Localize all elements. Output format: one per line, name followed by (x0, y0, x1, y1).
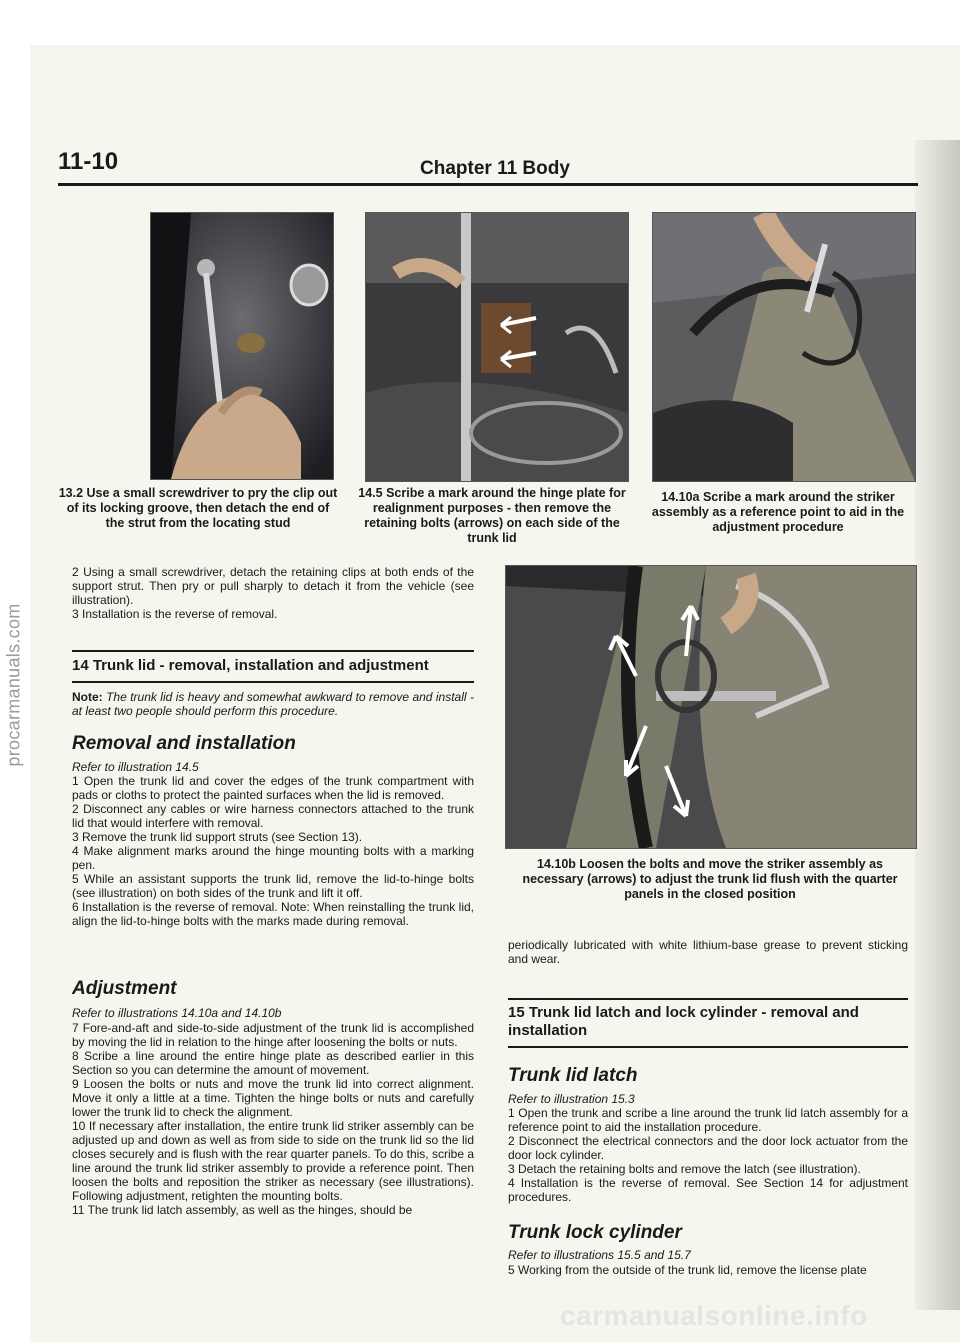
removal-heading: Removal and installation (72, 733, 296, 754)
step-2b: 2 Disconnect any cables or wire harness connectors attached to the trunk lid that would interfere with removal. (72, 802, 474, 830)
latch-step-4: 4 Installation is the reverse of removal. See Section 14 for adjustment procedures. (508, 1176, 908, 1204)
step-5: 5 While an assistant supports the trunk lid, remove the lid-to-hinge bolts (see illustration) on both sides of the trunk and lift it off. (72, 872, 474, 900)
left-column-top (72, 565, 474, 621)
photo-14-10b (505, 565, 917, 849)
latch-heading: Trunk lid latch (508, 1065, 638, 1086)
caption-14-5: 14.5 Scribe a mark around the hinge plate for realignment purposes - then remove the retaining bolts (arrows) on each side of the trunk lid (358, 486, 626, 545)
adjustment-reference: Refer to illustrations 14.10a and 14.10b (72, 1006, 282, 1020)
step-8: 8 Scribe a line around the entire hinge plate as described earlier in this Section so you can determine the amount of movement. (72, 1049, 474, 1077)
chapter-title: Chapter 11 Body (420, 158, 570, 179)
latch-reference: Refer to illustration 15.3 (508, 1092, 635, 1106)
removal-steps (72, 774, 474, 928)
photo-13-2 (150, 212, 334, 480)
step-4: 4 Make alignment marks around the hinge mounting bolts with a marking pen. (72, 844, 474, 872)
photo-14-10a (652, 212, 916, 482)
lock-cylinder-heading: Trunk lock cylinder (508, 1222, 682, 1243)
step-11: 11 The trunk lid latch assembly, as well as the hinges, should be (72, 1203, 413, 1217)
section-14-rule-top (72, 650, 474, 652)
lock-step-5: 5 Working from the outside of the trunk lid, remove the license plate (508, 1263, 867, 1277)
latch-step-1: 1 Open the trunk and scribe a line around the trunk lid latch assembly for a reference point to aid the installation procedure. (508, 1106, 908, 1134)
lock-cylinder-reference: Refer to illustrations 15.5 and 15.7 (508, 1248, 691, 1262)
step-9: 9 Loosen the bolts or nuts and move the trunk lid into correct alignment. Move it only a little at a time. Tighten the hinge bolts or nuts and carefully lower the trunk lid to check the alignment. (72, 1077, 474, 1119)
step-1: 1 Open the trunk lid and cover the edges of the trunk compartment with pads or cloths to protect the painted surfaces when the lid is removed. (72, 774, 474, 802)
step-2: 2 Using a small screwdriver, detach the retaining clips at both ends of the support strut. Then pry or pull sharply to detach it from the vehicle (see illustration). (72, 565, 474, 607)
photo-14-5 (365, 212, 629, 482)
lubrication-text: periodically lubricated with white lithium-base grease to prevent sticking and wear. (508, 938, 908, 966)
caption-14-10a: 14.10a Scribe a mark around the striker assembly as a reference point to aid in the adjustment procedure (651, 490, 905, 534)
adjustment-heading: Adjustment (72, 978, 177, 999)
latch-step-3: 3 Detach the retaining bolts and remove the latch (see illustration). (508, 1162, 861, 1176)
side-watermark: procarmanuals.com (3, 603, 24, 767)
adjustment-steps (72, 1021, 474, 1217)
section-15-rule-top (508, 998, 908, 1000)
right-column-continuation (508, 938, 908, 966)
top-margin (0, 0, 960, 45)
step-3b: 3 Remove the trunk lid support struts (see Section 13). (72, 830, 363, 844)
lock-cylinder-steps (508, 1263, 908, 1277)
section-14-note (72, 690, 474, 718)
section-15-rule-bottom (508, 1046, 908, 1048)
page-edge-shadow (915, 140, 960, 1310)
section-14-rule-bottom (72, 681, 474, 683)
step-10: 10 If necessary after installation, the entire trunk lid striker assembly can be adjusted up and down as well as from side to side on the trunk lid so the lid closes securely and is flush with the rear quarter panels. To do this, scribe a line around the trunk lid striker assembly to provide a reference point. Then loosen the bolts and reposition the striker as necessary (see illustrations). Following adjustment, retighten the mounting bolts. (72, 1119, 474, 1203)
step-6: 6 Installation is the reverse of removal. Note: When reinstalling the trunk lid, align the lid-to-hinge bolts with the marks made during removal. (72, 900, 474, 928)
page-number: 11-10 (58, 148, 119, 175)
caption-13-2: 13.2 Use a small screwdriver to pry the clip out of its locking groove, then detach the end of the strut from the locating stud (58, 486, 338, 530)
footer-watermark: carmanualsonline.info (560, 1300, 868, 1331)
header-rule (58, 183, 918, 186)
section-14-heading: 14 Trunk lid - removal, installation and adjustment (72, 657, 429, 674)
section-15-heading: 15 Trunk lid latch and lock cylinder - removal and installation (508, 1004, 859, 1039)
latch-steps (508, 1106, 908, 1204)
caption-14-10b: 14.10b Loosen the bolts and move the striker assembly as necessary (arrows) to adjust the trunk lid flush with the quarter panels in the closed position (522, 857, 898, 901)
removal-reference: Refer to illustration 14.5 (72, 760, 199, 774)
latch-step-2: 2 Disconnect the electrical connectors and the door lock actuator from the door lock cylinder. (508, 1134, 908, 1162)
step-7: 7 Fore-and-aft and side-to-side adjustment of the trunk lid is accomplished by moving the lid in relation to the hinge after loosening the bolts or nuts. (72, 1021, 474, 1049)
note-label: Note: (72, 690, 103, 704)
note-text: The trunk lid is heavy and somewhat awkward to remove and install - at least two people should perform this procedure. (72, 690, 474, 718)
step-3: 3 Installation is the reverse of removal. (72, 607, 278, 621)
